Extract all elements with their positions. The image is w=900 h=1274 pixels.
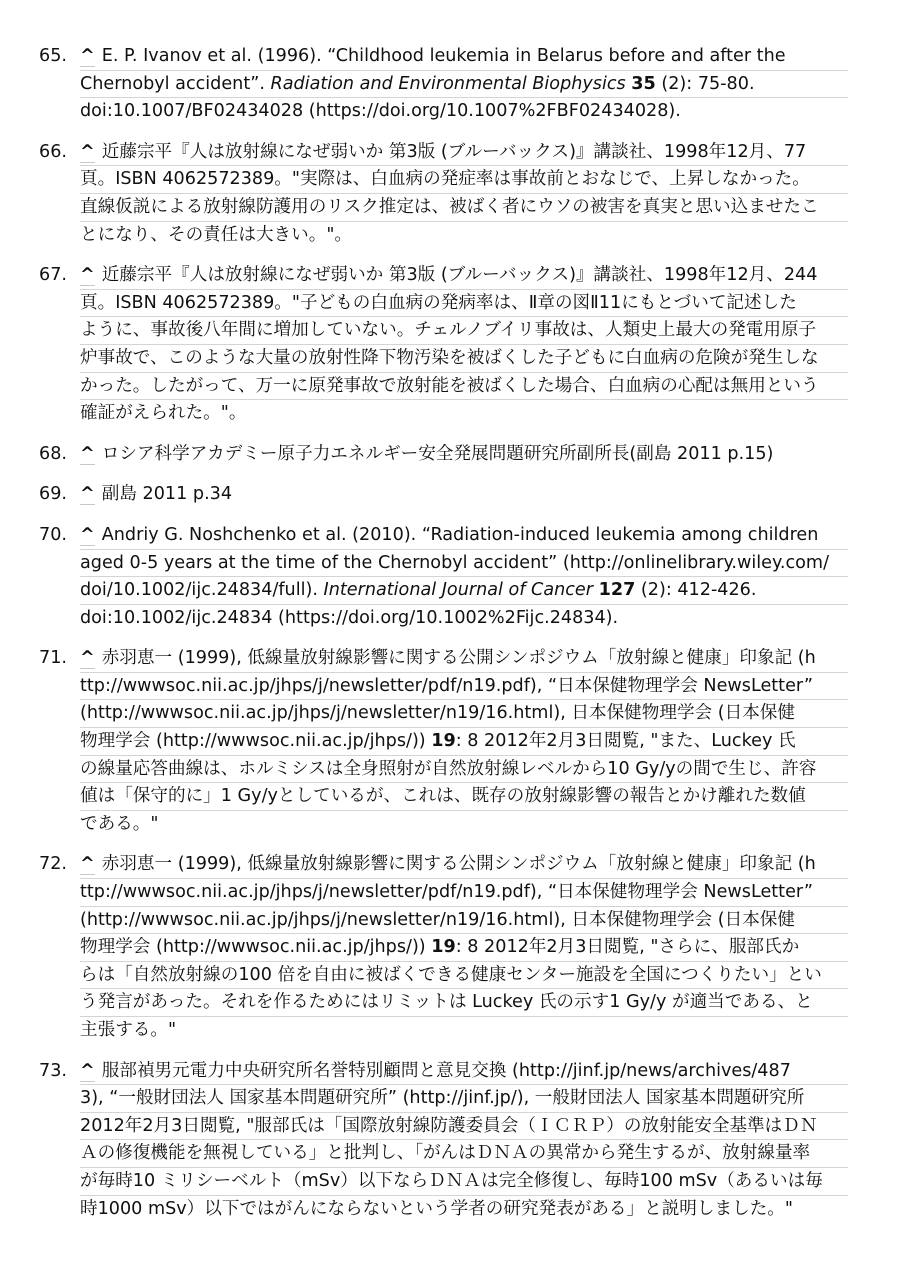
reference-line (80, 1196, 848, 1223)
reference-line (80, 851, 848, 879)
reference-line (80, 290, 848, 318)
reference-text: 時1000 mSv）以下ではがんにならないという学者の研究発表がある」と説明しました。" (80, 1198, 793, 1219)
reference-text: 頁。ISBN 4062572389。"子どもの白血病の発病率は、Ⅱ章の図Ⅱ11にもとづいて記述した (80, 292, 797, 313)
back-link-caret[interactable]: ^ (80, 648, 95, 669)
reference-line (80, 522, 848, 550)
reference-line (80, 879, 848, 907)
reference-text: 2012年2月3日閲覧, "服部氏は「国際放射線防護委員会（ＩＣＲＰ）の放射能安全基準はＤＮ (80, 1115, 818, 1136)
reference-text: 近藤宗平『人は放射線になぜ弱いか 第3版 (ブルーバックス)』講談社、1998年12月、77 (101, 141, 807, 162)
reference-number: 70. (39, 524, 67, 545)
reference-text: Andriy G. Noshchenko et al. (2010). “Radiation-induced leukemia among children (101, 524, 819, 545)
reference-item (0, 645, 900, 837)
reference-line (80, 673, 848, 701)
reference-text: ttp://wwwsoc.nii.ac.jp/jhps/j/newsletter/pdf/n19.pdf), “日本保健物理学会 NewsLetter” (80, 882, 813, 903)
reference-item (0, 1058, 900, 1223)
back-link-caret[interactable]: ^ (80, 265, 95, 286)
reference-text: 赤羽恵一 (1999), 低線量放射線影響に関する公開シンポジウム「放射線と健康」印象記 (h (101, 854, 816, 875)
back-link-caret[interactable]: ^ (80, 141, 95, 162)
reference-line (80, 98, 848, 125)
reference-line (80, 345, 848, 373)
back-link-caret[interactable]: ^ (80, 46, 95, 66)
reference-text: (http://wwwsoc.nii.ac.jp/jhps/j/newsletter/n19/16.html), 日本保健物理学会 (日本保健 (80, 703, 795, 724)
reference-line (80, 756, 848, 784)
volume-number: 19 (431, 731, 456, 752)
reference-line (80, 550, 848, 578)
reference-text: かった。したがって、万一に原発事故で放射能を被ばくした場合、白血病の心配は無用という (80, 375, 819, 396)
reference-text: : 8 2012年2月3日閲覧, "さらに、服部氏か (455, 937, 800, 958)
reference-line (80, 962, 848, 990)
reference-line (80, 43, 848, 71)
reference-line (80, 262, 848, 290)
reference-line (80, 1113, 848, 1141)
reference-line (80, 934, 848, 962)
reference-line (80, 441, 848, 468)
reference-line (80, 1168, 848, 1196)
reference-text: 近藤宗平『人は放射線になぜ弱いか 第3版 (ブルーバックス)』講談社、1998年12月、244 (101, 265, 818, 286)
reference-line (80, 1140, 848, 1168)
reference-line (80, 139, 848, 167)
reference-text: 服部禎男元電力中央研究所名誉特別顧問と意見交換 (http://jinf.jp/news/archives/487 (101, 1060, 791, 1081)
reference-number: 73. (39, 1060, 67, 1081)
reference-item (0, 139, 900, 248)
journal-title: International Journal of Cancer (323, 580, 593, 601)
reference-line (80, 811, 848, 838)
reference-line (80, 222, 848, 249)
reference-line (80, 577, 848, 605)
reference-line (80, 194, 848, 222)
volume-number: 127 (598, 580, 636, 601)
reference-line (80, 989, 848, 1017)
back-link-caret[interactable]: ^ (80, 1060, 95, 1081)
reference-line (80, 373, 848, 401)
reference-text: 副島 2011 p.34 (101, 484, 233, 505)
journal-title: Radiation and Environmental Biophysics (270, 73, 626, 94)
volume-number: 35 (631, 73, 656, 94)
reference-text: 3), “一般財団法人 国家基本問題研究所” (http://jinf.jp/), 一般財団法人 国家基本問題研究所 (80, 1088, 805, 1109)
reference-line (80, 1017, 848, 1044)
reference-text: 炉事故で、このような大量の放射性降下物汚染を被ばくした子どもに白血病の危険が発生しな (80, 347, 819, 368)
reference-text: doi:10.1007/BF02434028 (https://doi.org/10.1007%2FBF02434028). (80, 101, 681, 122)
volume-number: 19 (431, 937, 456, 958)
reference-list (0, 43, 900, 1236)
reference-item (0, 481, 900, 508)
reference-line (80, 605, 848, 632)
reference-number: 72. (39, 854, 67, 875)
reference-line (80, 700, 848, 728)
reference-item (0, 851, 900, 1043)
reference-item (0, 441, 900, 468)
reference-text: Ａの修復機能を無視している」と批判し、「がんはＤＮＡの異常から発生するが、放射線量率 (80, 1143, 811, 1164)
reference-text: 物理学会 (http://wwwsoc.nii.ac.jp/jhps/)) (80, 731, 432, 752)
reference-line (80, 728, 848, 756)
reference-line (80, 481, 848, 508)
reference-number: 66. (39, 141, 67, 162)
reference-text: らは「自然放射線の100 倍を自由に被ばくできる健康センター施設を全国につくりたい」とい (80, 964, 822, 985)
reference-number: 71. (39, 648, 67, 669)
reference-line (80, 400, 848, 427)
reference-text: う発言があった。それを作るためにはリミットは Luckey 氏の示す1 Gy/y が適当である、と (80, 992, 813, 1013)
reference-item (0, 43, 900, 125)
reference-item (0, 522, 900, 631)
reference-text: aged 0-5 years at the time of the Chernobyl accident” (http://onlinelibrary.wiley.com/ (80, 552, 829, 573)
back-link-caret[interactable]: ^ (80, 854, 95, 875)
reference-text: 確証がえられた。"。 (80, 403, 247, 424)
reference-line (80, 317, 848, 345)
reference-number: 65. (39, 46, 67, 66)
reference-text: (2): 75-80. (655, 73, 755, 94)
reference-line (80, 1085, 848, 1113)
back-link-caret[interactable]: ^ (80, 443, 95, 464)
reference-text: 物理学会 (http://wwwsoc.nii.ac.jp/jhps/)) (80, 937, 432, 958)
reference-text: 主張する。" (80, 1020, 177, 1040)
reference-text: doi/10.1002/ijc.24834/full). (80, 580, 324, 601)
reference-text: の線量応答曲線は、ホルミシスは全身照射が自然放射線レベルから10 Gy/yの間で生じ、許容 (80, 758, 817, 779)
reference-text: (http://wwwsoc.nii.ac.jp/jhps/j/newsletter/n19/16.html), 日本保健物理学会 (日本保健 (80, 909, 795, 930)
reference-text: とになり、その責任は大きい。"。 (80, 224, 353, 245)
reference-text: が毎時10 ミリシーベルト（mSv）以下ならＤＮＡは完全修復し、毎時100 mSv（あるいは毎 (80, 1170, 823, 1191)
reference-text: ロシア科学アカデミー原子力エネルギー安全発展問題研究所副所長(副島 2011 p.15) (101, 443, 774, 464)
reference-text: 赤羽恵一 (1999), 低線量放射線影響に関する公開シンポジウム「放射線と健康」印象記 (h (101, 648, 816, 669)
reference-text: ttp://wwwsoc.nii.ac.jp/jhps/j/newsletter/pdf/n19.pdf), “日本保健物理学会 NewsLetter” (80, 675, 813, 696)
reference-text: 値は「保守的に」1 Gy/yとしているが、これは、既存の放射線影響の報告とかけ離れた数値 (80, 786, 806, 807)
back-link-caret[interactable]: ^ (80, 524, 95, 545)
reference-line (80, 645, 848, 673)
reference-number: 69. (39, 484, 67, 505)
reference-line (80, 1058, 848, 1086)
reference-text: : 8 2012年2月3日閲覧, "また、Luckey 氏 (455, 731, 796, 752)
reference-line (80, 783, 848, 811)
reference-text: E. P. Ivanov et al. (1996). “Childhood leukemia in Belarus before and after the (101, 46, 786, 66)
reference-text: doi:10.1002/ijc.24834 (https://doi.org/10.1002%2Fijc.24834). (80, 607, 619, 628)
reference-text: 直線仮説による放射線防護用のリスク推定は、被ばく者にウソの被害を真実と思い込ませたこ (80, 196, 819, 217)
reference-text: ように、事故後八年間に増加していない。チェルノブイリ事故は、人類史上最大の発電用原子 (80, 320, 817, 341)
reference-item (0, 262, 900, 427)
reference-line (80, 907, 848, 935)
back-link-caret[interactable]: ^ (80, 484, 95, 505)
reference-number: 67. (39, 265, 67, 286)
reference-line (80, 166, 848, 194)
reference-text: 頁。ISBN 4062572389。"実際は、白血病の発症率は事故前とおなじで、上昇しなかった。 (80, 169, 810, 190)
reference-text: Chernobyl accident”. (80, 73, 271, 94)
reference-line (80, 71, 848, 99)
reference-text: である。" (80, 813, 159, 834)
reference-text: (2): 412-426. (635, 580, 757, 601)
reference-number: 68. (39, 443, 67, 464)
